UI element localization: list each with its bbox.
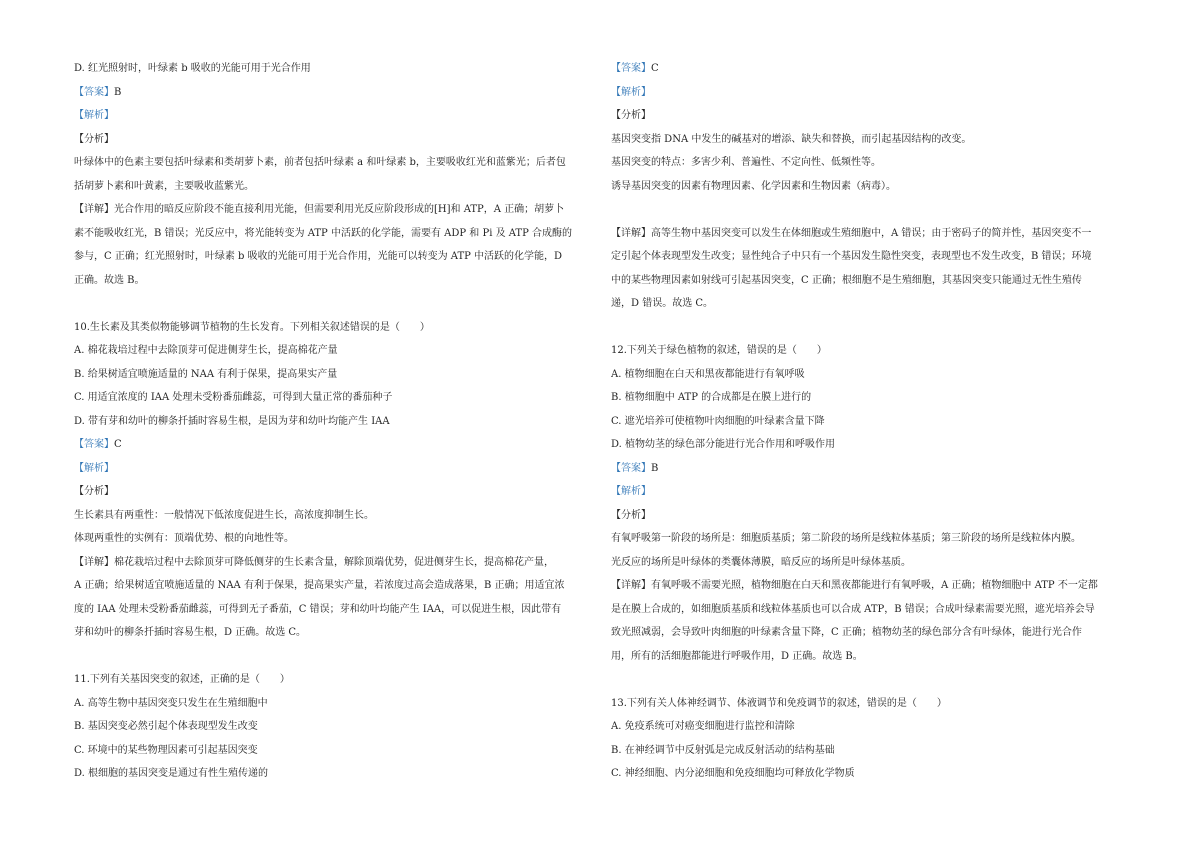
q13-option-a: A. 免疫系统可对癌变细胞进行监控和清除 (611, 721, 795, 732)
q11-answer: C (651, 63, 659, 74)
q12-detail-text-4: 用，所有的活细胞都能进行呼吸作用，D 正确。故选 B。 (611, 650, 863, 662)
answer-tag: 【答案】 (611, 63, 651, 74)
q9-option-d: D. 红光照射时，叶绿素 b 吸收的光能可用于光合作用 (74, 63, 311, 74)
q9-analysis-tag: 【解析】 (74, 110, 114, 121)
q12-detail-text-2: 是在膜上合成的，如细胞质基质和线粒体基质也可以合成 ATP，B 错误；合成叶绿素需要光照，遮光培养会导 (611, 603, 1095, 615)
q13-option-b: B. 在神经调节中反射弧是完成反射活动的结构基础 (611, 744, 835, 756)
answer-tag: 【答案】 (611, 462, 651, 474)
q12-fenxi-text-2: 光反应的场所是叶绿体的类囊体薄膜，暗反应的场所是叶绿体基质。 (611, 556, 911, 568)
q12-fenxi-text-1: 有氧呼吸第一阶段的场所是：细胞质基质；第二阶段的场所是线粒体基质；第三阶段的场所是线粒体内膜。 (611, 533, 1081, 544)
q11-stem: 11.下列有关基因突变的叙述，正确的是（ ） (74, 674, 290, 685)
q9-detail-text-2: 素不能吸收红光，B 错误；光反应中，将光能转变为 ATP 中活跃的化学能，需要有 ADP 和 Pi 及 ATP 合成酶的 (74, 227, 572, 239)
q9-detail-text-1: 【详解】光合作用的暗反应阶段不能直接利用光能，但需要利用光反应阶段形成的[H]和 ATP，A 正确；胡萝卜 (74, 204, 565, 215)
q12-stem: 12.下列关于绿色植物的叙述，错误的是（ ） (611, 345, 827, 356)
q11-fenxi-text-1: 基因突变指 DNA 中发生的碱基对的增添、缺失和替换，而引起基因结构的改变。 (611, 133, 972, 145)
answer-tag: 【答案】 (74, 86, 114, 98)
q10-detail-text-3: 度的 IAA 处理未受粉番茄雌蕊，可得到无子番茄，C 错误；芽和幼叶均能产生 IAA，可以促进生根，因此带有 (74, 603, 562, 615)
q9-answer: B (114, 86, 122, 98)
q11-analysis-tag: 【解析】 (611, 86, 651, 98)
q12-option-b: B. 植物细胞中 ATP 的合成都是在膜上进行的 (611, 392, 812, 403)
q10-stem: 10.生长素及其类似物能够调节植物的生长发育。下列相关叙述错误的是（ ） (74, 321, 430, 333)
q12-detail-text-3: 致光照减弱，会导致叶肉细胞的叶绿素含量下降，C 正确；植物幼茎的绿色部分含有叶绿体，能进行光合作 (611, 627, 1082, 638)
q10-fenxi-text-1: 生长素具有两重性：一般情况下低浓度促进生长，高浓度抑制生长。 (74, 509, 374, 521)
q11-option-a: A. 高等生物中基因突变只发生在生殖细胞中 (74, 697, 268, 709)
q10-analysis-tag: 【解析】 (74, 462, 114, 474)
spacer (611, 198, 1126, 222)
spacer (74, 645, 589, 669)
q12-detail-text-1: 【详解】有氧呼吸不需要光照，植物细胞在白天和黑夜都能进行有氧呼吸，A 正确；植物细胞中 ATP 不一定都 (611, 580, 1098, 591)
q9-fenxi-text-1: 叶绿体中的色素主要包括叶绿素和类胡萝卜素，前者包括叶绿素 a 和叶绿素 b，主要吸收红光和蓝紫光；后者包 (74, 157, 566, 168)
q13-option-c: C. 神经细胞、内分泌细胞和免疫细胞均可释放化学物质 (611, 768, 855, 779)
spacer (611, 668, 1126, 692)
q10-option-c: C. 用适宜浓度的 IAA 处理未受粉番茄雌蕊，可得到大量正常的番茄种子 (74, 392, 393, 403)
q9-answer-line (74, 81, 589, 105)
q11-fenxi-tag: 【分析】 (611, 110, 651, 121)
q9-fenxi-text-2: 括胡萝卜素和叶黄素，主要吸收蓝紫光。 (74, 180, 254, 192)
q11-option-b: B. 基因突变必然引起个体表现型发生改变 (74, 721, 258, 732)
q11-detail-text-3: 中的某些物理因素如射线可引起基因突变，C 正确；根细胞不是生殖细胞，其基因突变只能通过无性生殖传 (611, 274, 1082, 286)
q13-stem: 13.下列有关人体神经调节、体液调节和免疫调节的叙述，错误的是（ ） (611, 697, 947, 709)
q10-fenxi-tag: 【分析】 (74, 486, 114, 497)
q9-detail-text-4: 正确。故选 B。 (74, 274, 145, 286)
q11-detail-text-4: 递，D 错误。故选 C。 (611, 298, 714, 309)
q11-detail-text-2: 定引起个体表现型发生改变；显性纯合子中只有一个基因发生隐性突变，表现型也不发生改变，B 错误；环境 (611, 251, 1092, 262)
spacer (611, 316, 1126, 340)
q10-detail-text-4: 芽和幼叶的柳条扦插时容易生根，D 正确。故选 C。 (74, 627, 307, 638)
q11-fenxi-text-2: 基因突变的特点：多害少利、普遍性、不定向性、低频性等。 (611, 157, 881, 168)
q10-answer: C (114, 439, 122, 450)
q10-option-d: D. 带有芽和幼叶的柳条扦插时容易生根，是因为芽和幼叶均能产生 IAA (74, 415, 390, 427)
q10-option-a: A. 棉花栽培过程中去除顶芽可促进侧芽生长，提高棉花产量 (74, 345, 338, 356)
left-column (74, 57, 589, 786)
q11-fenxi-text-3: 诱导基因突变的因素有物理因素、化学因素和生物因素（病毒）。 (611, 180, 896, 192)
q11-option-c: C. 环境中的某些物理因素可引起基因突变 (74, 744, 258, 756)
q12-option-a: A. 植物细胞在白天和黑夜都能进行有氧呼吸 (611, 368, 805, 380)
q10-detail-text-1: 【详解】棉花栽培过程中去除顶芽可降低侧芽的生长素含量，解除顶端优势，促进侧芽生长，提高棉花产量， (74, 556, 554, 568)
q10-option-b: B. 给果树适宜喷施适量的 NAA 有利于保果，提高果实产量 (74, 368, 338, 380)
q11-answer-line (611, 57, 1126, 81)
spacer (74, 292, 589, 316)
q10-fenxi-text-2: 体现两重性的实例有：顶端优势、根的向地性等。 (74, 533, 294, 544)
q12-option-c: C. 遮光培养可使植物叶肉细胞的叶绿素含量下降 (611, 415, 825, 427)
q9-fenxi-tag: 【分析】 (74, 133, 114, 145)
q11-detail-text-1: 【详解】高等生物中基因突变可以发生在体细胞或生殖细胞中，A 错误；由于密码子的简并性，基因突变不一 (611, 227, 1092, 239)
q12-fenxi-tag: 【分析】 (611, 509, 651, 521)
q10-detail-text-2: A 正确；给果树适宜喷施适量的 NAA 有利于保果，提高果实产量，若浓度过高会造成落果，B 正确；用适宜浓 (74, 580, 565, 591)
q10-answer-line (74, 433, 589, 457)
q12-option-d: D. 植物幼茎的绿色部分能进行光合作用和呼吸作用 (611, 439, 836, 450)
q11-option-d: D. 根细胞的基因突变是通过有性生殖传递的 (74, 768, 269, 779)
q9-detail-text-3: 参与，C 正确；红光照射时，叶绿素 b 吸收的光能可用于光合作用，光能可以转变为 ATP 中活跃的化学能，D (74, 251, 563, 262)
right-column (611, 57, 1126, 786)
q12-answer: B (651, 462, 659, 474)
answer-tag: 【答案】 (74, 439, 114, 450)
q12-analysis-tag: 【解析】 (611, 486, 651, 497)
q12-answer-line (611, 457, 1126, 481)
